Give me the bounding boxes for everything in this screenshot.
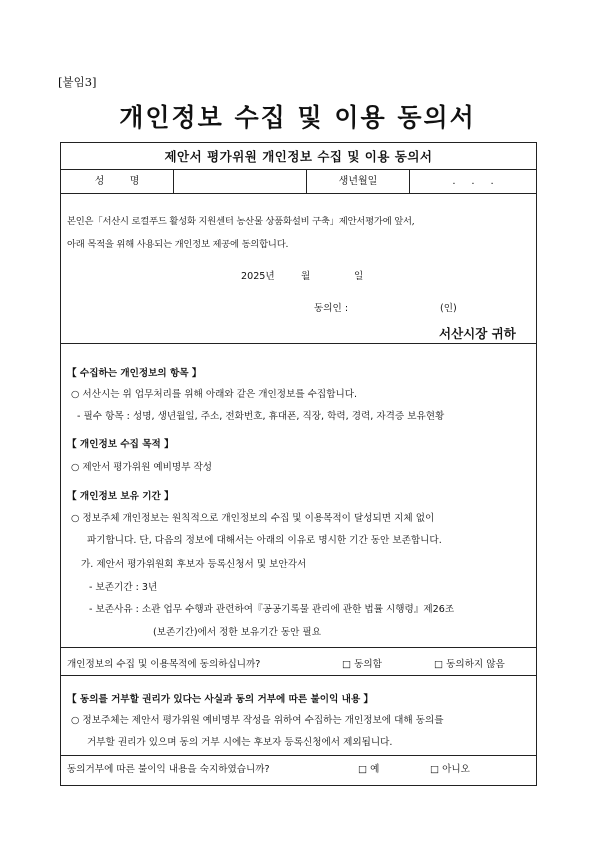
consent-form [60,142,537,786]
agree-question-row [61,648,536,676]
refusal-rights [61,676,536,756]
recipient: 서산시장 귀하 [439,326,516,341]
acknowledge-question-row [61,756,536,785]
retention-line-1: ○ 정보주체 개인정보는 원칙적으로 개인정보의 수집 및 이용목적이 달성되면 지체 없이 [71,513,435,524]
collect-items-line-2: - 필수 항목 : 성명, 생년월일, 주소, 전화번호, 휴대폰, 직장, 학력, 경력, 자격증 보유현황 [77,411,445,422]
date-month: 월 [301,271,311,282]
collect-items-header: 【 수집하는 개인정보의 항목 】 [67,368,202,379]
purpose-header: 【 개인정보 수집 목적 】 [67,439,174,450]
date-year: 2025년 [241,271,275,282]
refusal-header: 【 동의를 거부할 권리가 있다는 사실과 동의 거부에 따른 불이익 내용 】 [67,694,374,705]
retention-line-2: 파기합니다. 단, 다음의 정보에 대해서는 아래의 이유로 명시한 기간 동안 보존합니다. [87,535,442,546]
retention-line-6: (보존기간)에서 정한 보유기간 동안 필요 [153,627,321,638]
retention-header: 【 개인정보 보유 기간 】 [67,491,174,502]
signer-label: 동의인 : [314,303,349,314]
refusal-line-1: ○ 정보주체는 제안서 평가위원 예비명부 작성을 위하여 수집하는 개인정보에 대해 동의를 [71,715,444,726]
disagree-checkbox[interactable]: □ 동의하지 않음 [434,659,505,670]
agree-question: 개인정보의 수집 및 이용목적에 동의하십니까? [67,659,261,670]
acknowledge-question: 동의거부에 따른 불이익 내용을 숙지하였습니까? [67,764,270,775]
name-label: 성 명 [61,170,174,193]
retention-line-4: - 보존기간 : 3년 [89,582,158,593]
attachment-label: [붙임3] [58,75,97,89]
personal-info-row [61,170,536,194]
retention-line-5: - 보존사유 : 소관 업무 수행과 관련하여『공공기록물 관리에 관한 법률 시행령』제26조 [89,604,455,615]
consent-statement [61,194,536,344]
yes-checkbox[interactable]: □ 예 [358,764,380,775]
retention-line-3: 가. 제안서 평가위원회 후보자 등록신청서 및 보안각서 [81,559,307,570]
name-field[interactable] [174,170,307,193]
birth-label: 생년월일 [307,170,410,193]
agree-checkbox[interactable]: □ 동의함 [342,659,382,670]
table-title: 제안서 평가위원 개인정보 수집 및 이용 동의서 [61,143,536,170]
collect-items-line-1: ○ 서산시는 위 업무처리를 위해 아래와 같은 개인정보를 수집합니다. [71,389,358,400]
no-checkbox[interactable]: □ 아니오 [430,764,470,775]
seal-label: (인) [440,303,457,314]
birth-field[interactable]: . . . [452,176,494,187]
date-day: 일 [354,271,364,282]
info-sections [61,344,536,648]
statement-line-2: 아래 목적을 위해 사용되는 개인정보 제공에 동의합니다. [67,239,289,250]
page-title: 개인정보 수집 및 이용 동의서 [119,103,476,132]
statement-line-1: 본인은「서산시 로컬푸드 활성화 지원센터 농산물 상품화설비 구축」제안서평가에 앞서, [67,216,415,227]
purpose-line-1: ○ 제안서 평가위원 예비명부 작성 [71,462,213,473]
refusal-line-2: 거부할 권리가 있으며 동의 거부 시에는 후보자 등록신청에서 제외됩니다. [87,737,393,748]
